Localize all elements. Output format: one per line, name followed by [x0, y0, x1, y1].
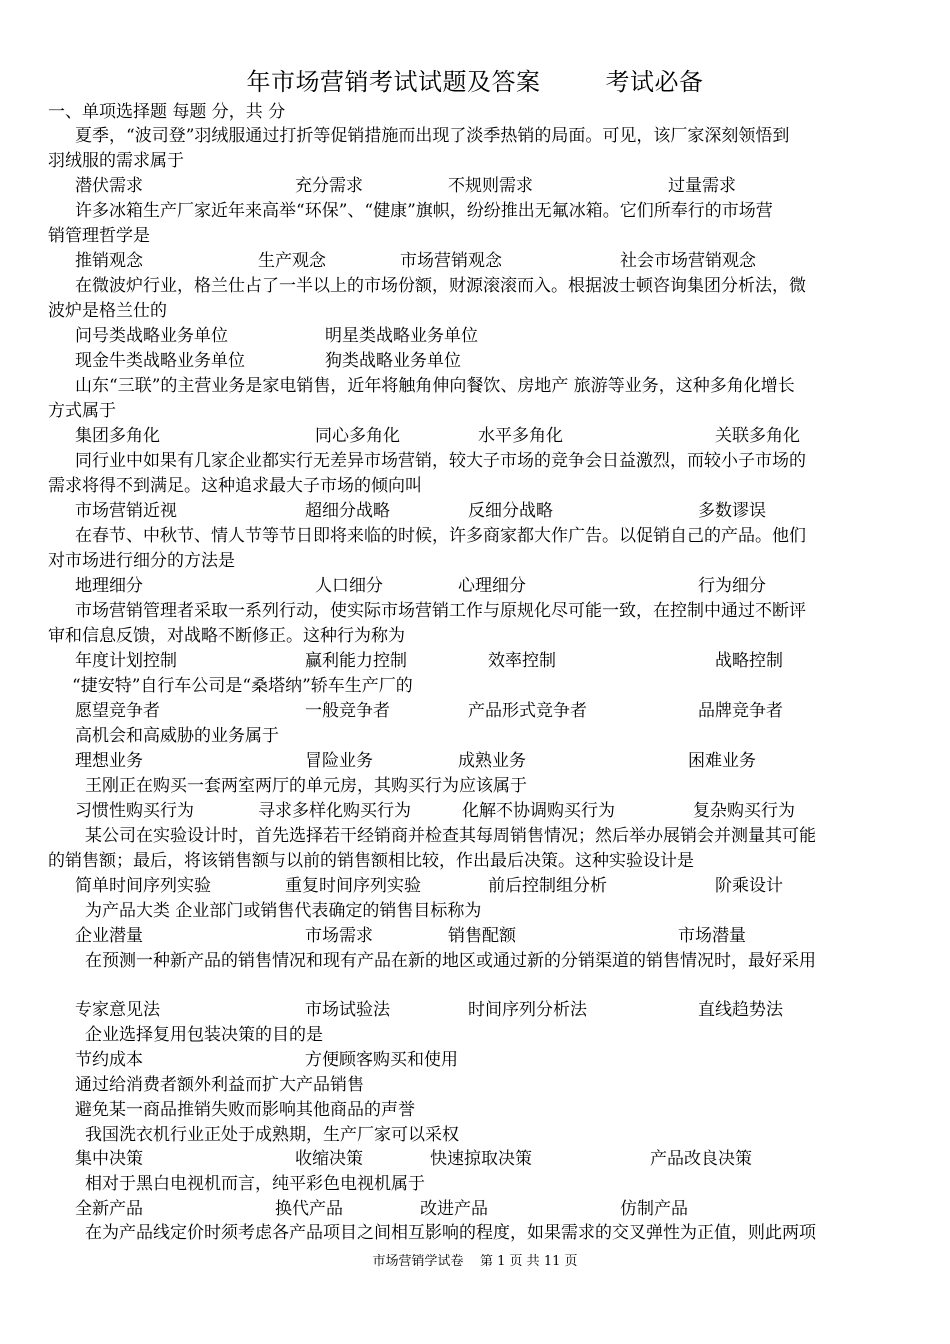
question-stem: 审和信息反馈，对战略不断修正。这种行为称为: [48, 626, 405, 646]
option: 市场需求: [305, 926, 373, 946]
question-stem: 销管理哲学是: [48, 226, 150, 246]
option: 水平多角化: [478, 426, 563, 446]
option: 市场潜量: [678, 926, 746, 946]
question-stem: “捷安特”自行车公司是“桑塔纳”轿车生产厂的: [72, 676, 413, 696]
option: 行为细分: [698, 576, 766, 596]
question-stem: 波炉是格兰仕的: [48, 301, 167, 321]
option: 狗类战略业务单位: [325, 351, 461, 371]
page-footer: 市场营销学试卷 第 1 页 共 11 页: [372, 1254, 578, 1269]
question-stem: 许多冰箱生产厂家近年来高举“环保”、“健康”旗帜，纷纷推出无氟冰箱。它们所奉行的市场营: [75, 201, 773, 221]
page-title: 年市场营销考试试题及答案 考试必备: [246, 68, 704, 96]
option: 市场试验法: [305, 1000, 390, 1020]
question-stem: 在春节、中秋节、情人节等节日即将来临的时候，许多商家都大作广告。以促销自己的产品。他们: [75, 526, 806, 546]
option: 社会市场营销观念: [620, 251, 756, 271]
option: 问号类战略业务单位: [75, 326, 228, 346]
option: 集中决策: [75, 1149, 143, 1169]
question-stem: 夏季，“波司登”羽绒服通过打折等促销措施而出现了淡季热销的局面。可见，该厂家深刻领悟到: [75, 126, 790, 146]
option: 收缩决策: [295, 1149, 363, 1169]
option: 阶乘设计: [715, 876, 783, 896]
option: 多数谬误: [698, 501, 766, 521]
option: 品牌竞争者: [698, 701, 783, 721]
question-stem: 同行业中如果有几家企业都实行无差异市场营销，较大子市场的竞争会日益激烈，而较小子市场的: [75, 451, 806, 471]
question-stem: 对市场进行细分的方法是: [48, 551, 235, 571]
option: 产品形式竞争者: [468, 701, 587, 721]
option: 人口细分: [315, 576, 383, 596]
option: 赢利能力控制: [305, 651, 407, 671]
option: 习惯性购买行为: [75, 801, 194, 821]
option: 改进产品: [420, 1199, 488, 1219]
option: 简单时间序列实验: [75, 876, 211, 896]
option: 超细分战略: [305, 501, 390, 521]
option: 困难业务: [688, 751, 756, 771]
option: 地理细分: [75, 576, 143, 596]
question-stem: 羽绒服的需求属于: [48, 151, 184, 171]
option: 专家意见法: [75, 1000, 160, 1020]
question-stem: 需求将得不到满足。这种追求最大子市场的倾向叫: [48, 476, 422, 496]
option: 明星类战略业务单位: [325, 326, 478, 346]
option: 成熟业务: [458, 751, 526, 771]
question-stem: 高机会和高威胁的业务属于: [75, 726, 279, 746]
option: 产品改良决策: [650, 1149, 752, 1169]
option: 理想业务: [75, 751, 143, 771]
option: 寻求多样化购买行为: [258, 801, 411, 821]
question-stem: 为产品大类 企业部门或销售代表确定的销售目标称为: [85, 901, 482, 921]
option: 年度计划控制: [75, 651, 177, 671]
option: 复杂购买行为: [693, 801, 795, 821]
option: 快速掠取决策: [430, 1149, 532, 1169]
option: 潜伏需求: [75, 176, 143, 196]
option: 换代产品: [275, 1199, 343, 1219]
question-stem: 方式属于: [48, 401, 116, 421]
option: 通过给消费者额外利益而扩大产品销售: [75, 1075, 364, 1095]
option: 市场营销近视: [75, 501, 177, 521]
option: 时间序列分析法: [468, 1000, 587, 1020]
question-stem: 的销售额；最后，将该销售额与以前的销售额相比较，作出最后决策。这种实验设计是: [48, 851, 694, 871]
option: 避免某一商品推销失败而影响其他商品的声誉: [75, 1100, 415, 1120]
question-stem: 某公司在实验设计时，首先选择若干经销商并检查其每周销售情况；然后举办展销会并测量其可能: [85, 826, 816, 846]
option: 不规则需求: [448, 176, 533, 196]
question-stem: 王刚正在购买一套两室两厅的单元房，其购买行为应该属于: [85, 776, 527, 796]
question-stem: 企业选择复用包装决策的目的是: [85, 1025, 323, 1045]
question-stem: 在为产品线定价时须考虑各产品项目之间相互影响的程度，如果需求的交叉弹性为正值，则此两项: [85, 1223, 816, 1243]
option: 前后控制组分析: [488, 876, 607, 896]
option: 关联多角化: [715, 426, 800, 446]
option: 集团多角化: [75, 426, 160, 446]
option: 愿望竞争者: [75, 701, 160, 721]
option: 销售配额: [448, 926, 516, 946]
option: 市场营销观念: [400, 251, 502, 271]
option: 同心多角化: [315, 426, 400, 446]
option: 仿制产品: [620, 1199, 688, 1219]
option: 生产观念: [258, 251, 326, 271]
option: 现金牛类战略业务单位: [75, 351, 245, 371]
question-stem: 在预测一种新产品的销售情况和现有产品在新的地区或通过新的分销渠道的销售情况时，最好采用: [85, 951, 816, 971]
option: 反细分战略: [468, 501, 553, 521]
option: 方便顾客购买和使用: [305, 1050, 458, 1070]
question-stem: 山东“三联”的主营业务是家电销售，近年将触角伸向餐饮、房地产 旅游等业务，这种多角化增长: [75, 376, 795, 396]
option: 战略控制: [715, 651, 783, 671]
option: 推销观念: [75, 251, 143, 271]
option: 直线趋势法: [698, 1000, 783, 1020]
question-stem: 在微波炉行业，格兰仕占了一半以上的市场份额，财源滚滚而入。根据波士顿咨询集团分析法，微: [75, 276, 806, 296]
option: 企业潜量: [75, 926, 143, 946]
question-stem: 市场营销管理者采取一系列行动，使实际市场营销工作与原规化尽可能一致，在控制中通过不断评: [75, 601, 806, 621]
question-stem: 我国洗衣机行业正处于成熟期，生产厂家可以采权: [85, 1125, 459, 1145]
option: 节约成本: [75, 1050, 143, 1070]
option: 充分需求: [295, 176, 363, 196]
option: 冒险业务: [305, 751, 373, 771]
section-heading: 一、单项选择题 每题 分，共 分: [48, 102, 286, 122]
option: 过量需求: [668, 176, 736, 196]
option: 化解不协调购买行为: [462, 801, 615, 821]
question-stem: 相对于黑白电视机而言，纯平彩色电视机属于: [85, 1174, 425, 1194]
option: 心理细分: [458, 576, 526, 596]
option: 一般竞争者: [305, 701, 390, 721]
option: 全新产品: [75, 1199, 143, 1219]
option: 效率控制: [488, 651, 556, 671]
option: 重复时间序列实验: [285, 876, 421, 896]
